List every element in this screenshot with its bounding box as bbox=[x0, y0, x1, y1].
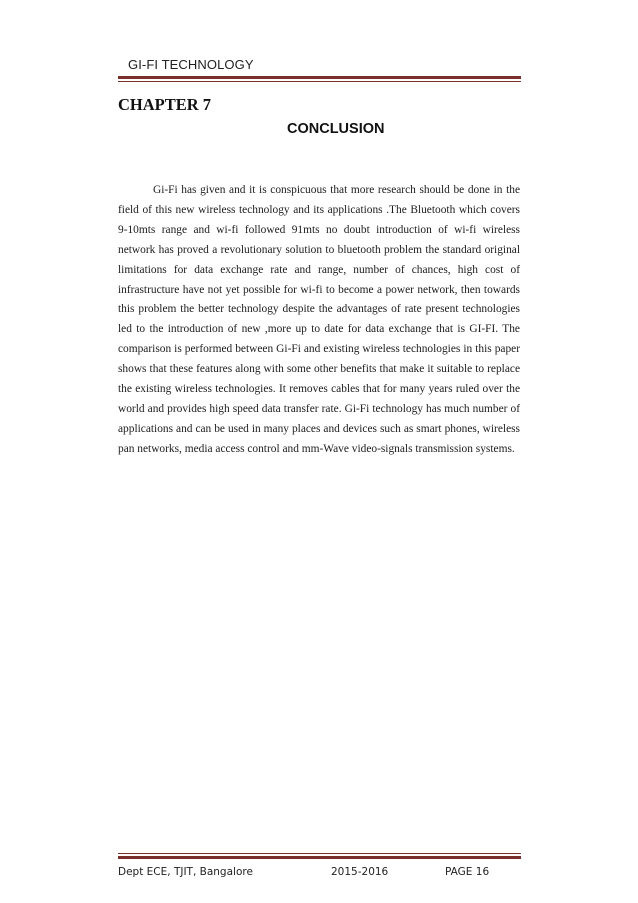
chapter-label: CHAPTER 7 bbox=[118, 95, 212, 114]
footer-page-number: PAGE 16 bbox=[445, 866, 490, 878]
header-rule-thin bbox=[118, 81, 521, 82]
footer-rule-thin bbox=[118, 853, 521, 854]
section-heading: CONCLUSION bbox=[287, 121, 385, 137]
footer-department: Dept ECE, TJIT, Bangalore bbox=[118, 866, 253, 878]
footer-rule-thick bbox=[118, 856, 521, 859]
body-paragraph: Gi-Fi has given and it is conspicuous that more research should be done in the field of this new wireless technology and its applications .The Bluetooth which covers 9-10mts range and wi-fi followed 91mts no doubt introduction of wi-fi wireless network has proved a revolutionary solution to bluetooth problem the standard original limitations for data exchange rate and range, number of chances, high cost of infrastructure have not yet possible for wi-fi to become a power network, then towards this problem the better technology despite the advantages of rate present technologies led to the introduction of new ,more up to date for data exchange that is GI-FI. The comparison is performed between Gi-Fi and existing wireless technologies in this paper shows that these features along with some other benefits that make it suitable to replace the existing wireless technologies. It removes cables that for many years ruled over the world and provides high speed data transfer rate. Gi-Fi technology has much number of applications and can be used in many places and devices such as smart phones, wireless pan networks, media access control and mm-Wave video-signals transmission systems. bbox=[118, 184, 520, 455]
running-header-title: GI-FI TECHNOLOGY bbox=[128, 57, 254, 72]
header-rule-thick bbox=[118, 76, 521, 79]
footer-year: 2015-2016 bbox=[331, 866, 389, 878]
